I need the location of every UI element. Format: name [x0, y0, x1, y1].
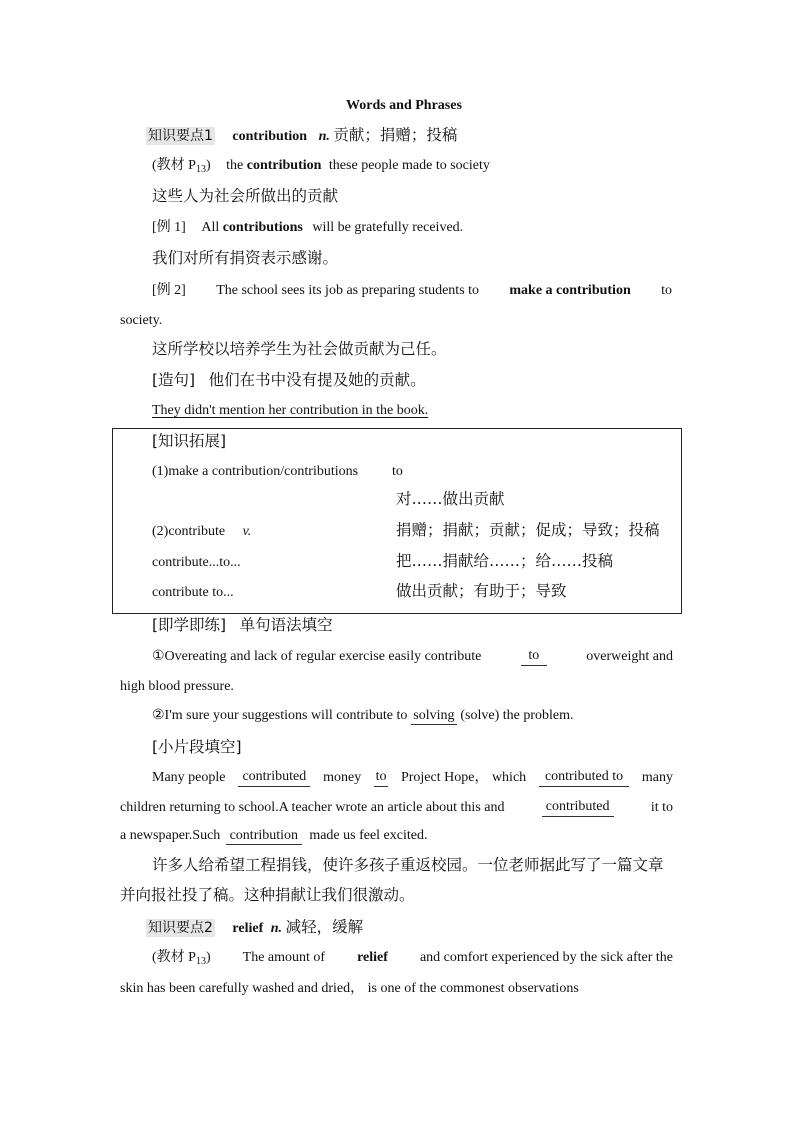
kp2-textbook-ref [152, 949, 211, 971]
expand-row-3-left: contribute...to... [152, 555, 241, 570]
ex1-pre: All [201, 220, 220, 235]
practice-label: [即学即练] [152, 616, 227, 634]
q2-answer-blank: solving [411, 708, 457, 725]
make-sentence-line [152, 371, 426, 391]
fill-l3-b: made us feel excited. [309, 828, 428, 843]
kp2-textbook-close: ) [205, 950, 211, 965]
ex2-post: to [661, 283, 672, 298]
kp1-example-1 [152, 219, 463, 237]
expand-row-1-right: 对……做出贡献 [396, 490, 505, 508]
q2-post: (solve) the problem. [460, 708, 574, 723]
expand-row-2-word: (2)contribute [152, 524, 226, 539]
fill-label: [小片段填空] [152, 738, 242, 756]
ex2-translation: 这所学校以培养学生为社会做贡献为己任。 [152, 340, 447, 358]
kp1-word: contribution [232, 129, 308, 144]
expand-row-3-right: 把……捐献给……；给……投稿 [396, 552, 614, 570]
fill-translation-1: 许多人给希望工程捐钱，使许多孩子重返校园。一位老师据此写了一篇文章 [152, 856, 664, 874]
q1-continuation: high blood pressure. [120, 679, 234, 694]
kp2-meaning: 减轻，缓解 [285, 918, 364, 936]
kp1-tb-post: these people made to society [328, 158, 490, 173]
practice-q1 [152, 648, 673, 666]
ex1-post: will be gratefully received. [312, 220, 464, 235]
q1-pre: ①Overeating and lack of regular exercise easily contribute [152, 649, 482, 664]
fill-line-2 [120, 799, 673, 817]
fill-line-3 [120, 827, 427, 845]
kp1-example-2 [152, 282, 672, 300]
expand-title: [知识拓展] [152, 432, 227, 450]
kp1-textbook-page: 13 [195, 164, 206, 175]
fill-l1-c: Project Hope， which [400, 770, 527, 785]
practice-task: 单句语法填空 [239, 616, 333, 634]
kp1-textbook-line [152, 157, 490, 179]
kp1-textbook-close: ) [205, 158, 211, 173]
fill-l2-b: it to [650, 800, 673, 815]
fill-answer-3: contributed to [539, 769, 629, 787]
make-prompt: 他们在书中没有提及她的贡献。 [208, 371, 426, 389]
kp1-tb-bold: contribution [246, 158, 322, 173]
kp1-meaning: 贡献；捐赠；投稿 [333, 126, 458, 144]
kp2-word: relief [232, 921, 264, 936]
kp2-line-2: skin has been carefully washed and dried， is one of the commonest observations [120, 981, 579, 996]
fill-line-1 [152, 769, 673, 787]
fill-translation-2: 并向报社投了稿。这种捐献让我们很激动。 [120, 886, 415, 904]
ex2-label: [例 2] [152, 283, 186, 298]
ex1-label: [例 1] [152, 220, 186, 235]
page-title: Words and Phrases [346, 98, 462, 113]
expand-row-2-left [152, 523, 251, 541]
q1-answer-blank: to [521, 648, 547, 666]
kp1-textbook-open: (教材 P [152, 158, 196, 173]
expand-row-4-right: 做出贡献；有助于；导致 [396, 582, 567, 600]
kp1-pos: n. [318, 129, 330, 144]
expand-row-1-left: (1)make a contribution/contributions [152, 464, 359, 479]
kp2-textbook-open: (教材 P [152, 950, 196, 965]
kp2-l1-pre: The amount of [242, 950, 326, 965]
fill-answer-2: to [374, 769, 388, 787]
fill-l1-a: Many people [152, 770, 226, 785]
ex2-continuation: society. [120, 313, 163, 328]
expand-row-2-pos: v. [242, 524, 252, 539]
ex2-bold: make a contribution [509, 283, 631, 298]
fill-answer-1: contributed [238, 769, 310, 787]
fill-l1-b: money [323, 770, 362, 785]
q2-pre: ②I'm sure your suggestions will contribute to [152, 708, 408, 723]
kp1-tag: 知识要点1 [148, 128, 213, 144]
kp2-l1-bold: relief [357, 950, 388, 965]
kp2-heading [146, 918, 363, 938]
ex1-bold: contributions [222, 220, 303, 235]
kp1-heading [146, 126, 457, 146]
fill-l1-d: many [641, 770, 673, 785]
make-answer: They didn't mention her contribution in the book. [152, 403, 429, 418]
kp2-pos: n. [270, 921, 283, 936]
fill-answer-5: contribution [226, 828, 302, 845]
expand-row-4-left: contribute to... [152, 585, 234, 600]
expand-row-2-right: 捐赠；捐献；贡献；促成；导致；投稿 [396, 521, 660, 539]
kp2-textbook-line [152, 949, 673, 971]
kp2-tag: 知识要点2 [148, 920, 213, 936]
expand-row-1-mid: to [392, 464, 403, 479]
make-label: [造句] [152, 371, 196, 389]
fill-answer-4: contributed [542, 799, 614, 817]
kp1-tb-translation: 这些人为社会所做出的贡献 [152, 187, 339, 205]
practice-heading [152, 616, 333, 636]
kp1-tb-pre: the [226, 158, 244, 173]
kp2-l1-post: and comfort experienced by the sick after the [419, 950, 673, 965]
kp2-textbook-page: 13 [195, 956, 206, 967]
fill-l3-a: a newspaper.Such [120, 828, 221, 843]
ex2-pre: The school sees its job as preparing students to [216, 283, 480, 298]
fill-l2-a: children returning to school.A teacher wrote an article about this and [120, 800, 505, 815]
practice-q2 [152, 707, 574, 725]
ex1-translation: 我们对所有捐资表示感谢。 [152, 249, 339, 267]
q1-post: overweight and [586, 649, 673, 664]
